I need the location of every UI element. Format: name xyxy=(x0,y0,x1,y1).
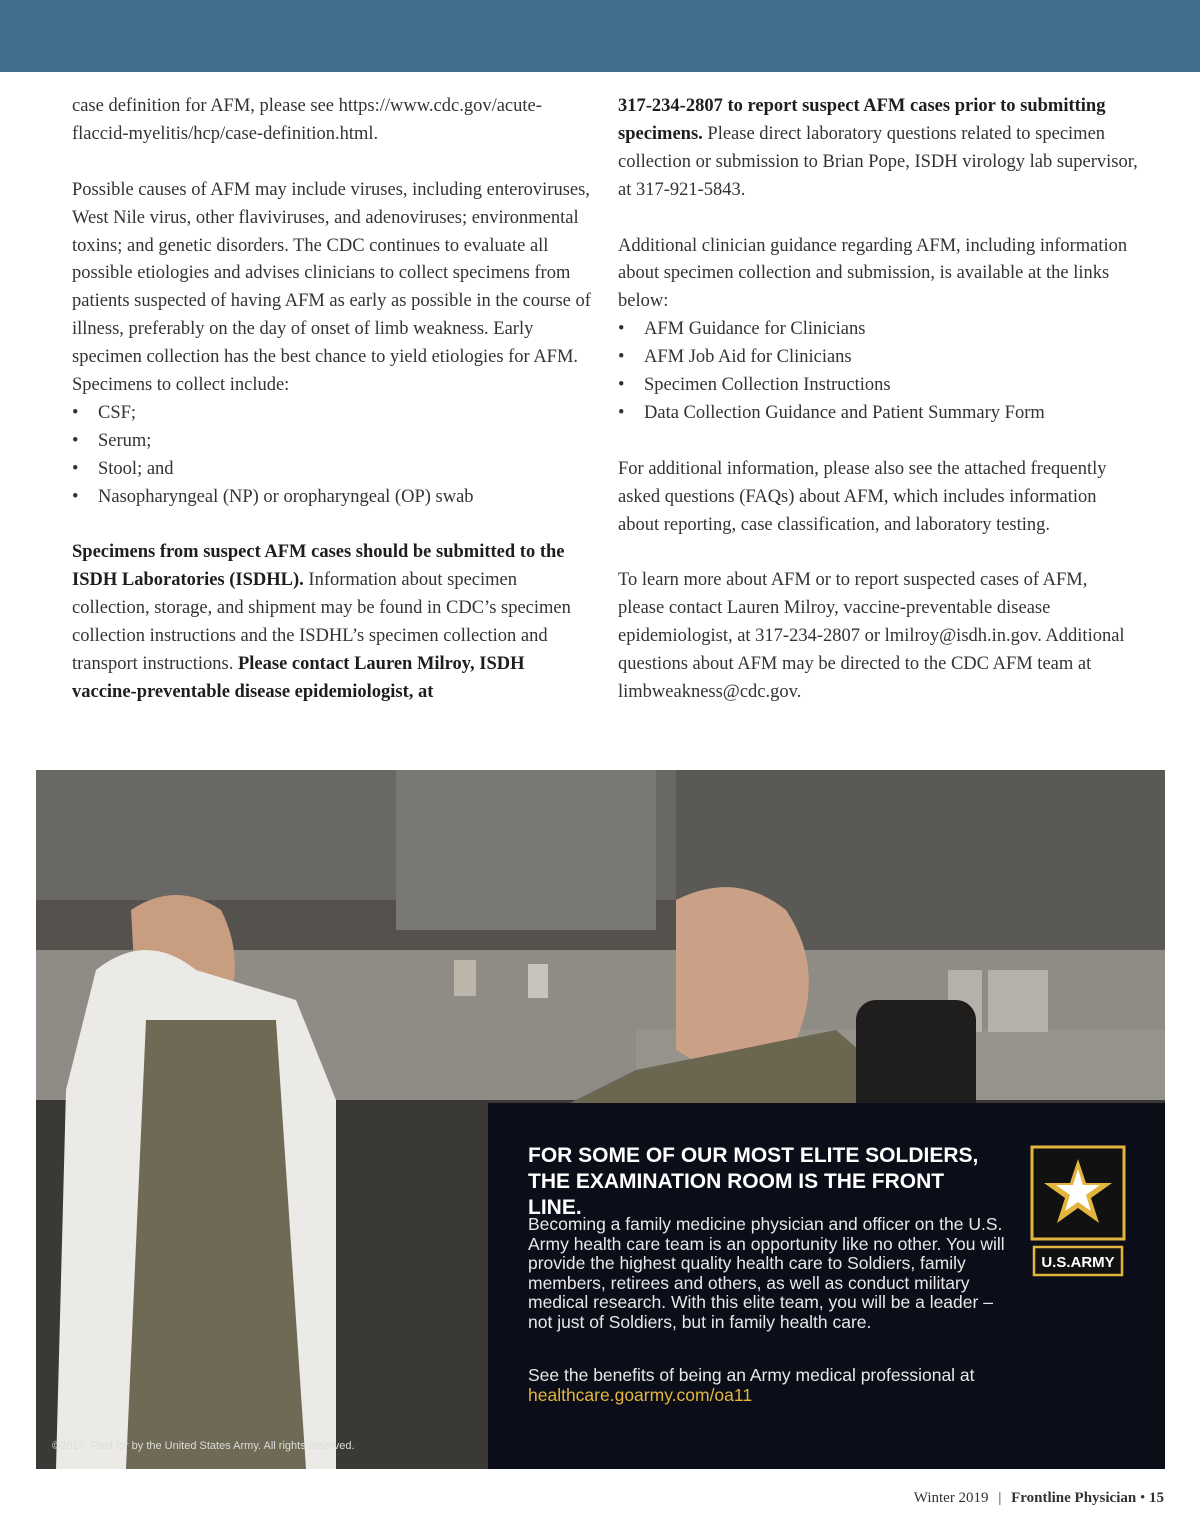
footer-publication: Frontline Physician xyxy=(1011,1490,1137,1506)
paragraph-case-definition: case definition for AFM, please see https://www.cdc.gov/acute-flaccid-myelitis/hcp/case-definition.html. xyxy=(72,96,542,144)
footer-bullet: • xyxy=(1139,1490,1146,1506)
header-bar xyxy=(0,0,1200,72)
page-footer xyxy=(914,1490,1164,1507)
ad-call-to-action xyxy=(528,1365,1028,1405)
ad-body-text: Becoming a family medicine physician and officer on the U.S. Army health care team is an opportunity like no other. You will provide the highest quality health care to Soldiers, family members, retirees and others, as well as conduct military medical research. With this elite team, you will be a leader – not just of Soldiers, but in family health care. xyxy=(528,1214,1005,1332)
army-logo-text: U.S.ARMY xyxy=(1041,1254,1115,1271)
footer-issue: Winter 2019 xyxy=(913,1490,989,1506)
ad-headline-line2: THE EXAMINATION ROOM IS THE FRONT LINE. xyxy=(528,1170,945,1219)
list-item: • Stool; and xyxy=(72,456,592,484)
submission-text: Information about specimen collection, storage, and shipment may be found in CDC’s specimen collection instructions and the ISDHL’s specimen collection and transport instructions. xyxy=(72,570,571,675)
bold-submission-lead: Specimens from suspect AFM cases should be submitted to the ISDH Laboratories (ISDHL). xyxy=(72,542,565,591)
paragraph-contact: To learn more about AFM or to report suspected cases of AFM, please contact Lauren Milroy, vaccine-preventable disease epidemiologist, at 317-234-2807 or lmilroy@isdh.in.gov. Additional questions about AFM may be directed to the CDC AFM team at limbweakness@cdc.gov. xyxy=(618,570,1125,702)
list-item: • CSF; xyxy=(72,400,592,428)
left-column xyxy=(72,93,592,735)
ad-copyright: ©2017. Paid for by the United States Army. All rights reserved. xyxy=(52,1440,355,1452)
paragraph-submission xyxy=(72,539,592,706)
list-item: • Serum; xyxy=(72,428,592,456)
army-star-logo xyxy=(1030,1145,1126,1279)
army-advertisement[interactable] xyxy=(36,770,1165,1469)
footer-separator: | xyxy=(998,1490,1002,1506)
lab-questions-text: Please direct laboratory questions related to specimen collection or submission to Brian Pope, ISDH virology lab supervisor, at 317-921-5843. xyxy=(618,123,1138,200)
paragraph-possible-causes: Possible causes of AFM may include viruses, including enteroviruses, West Nile virus, other flaviviruses, and adenoviruses; environmental toxins; and genetic disorders. The CDC continues to evaluate all possible etiologies and advises clinicians to collect specimens from patients suspected of having AFM as early as possible in the course of illness, preferably on the day of onset of limb weakness. Early specimen collection has the best chance to yield etiologies for AFM. Specimens to collect include: xyxy=(72,179,591,396)
page-number: 15 xyxy=(1149,1490,1164,1506)
paragraph-guidance: Additional clinician guidance regarding AFM, including information about specimen collection and submission, is available at the links below: xyxy=(618,235,1128,312)
ad-text-box xyxy=(488,1103,1165,1469)
ad-cta-text: See the benefits of being an Army medical professional at xyxy=(528,1365,975,1385)
list-item: • Nasopharyngeal (NP) or oropharyngeal (OP) swab xyxy=(72,484,592,512)
ad-url-link[interactable]: healthcare.goarmy.com/oa11 xyxy=(528,1385,753,1405)
ad-headline-line1: FOR SOME OF OUR MOST ELITE SOLDIERS, xyxy=(528,1144,979,1167)
bold-contact-lead: Please contact Lauren Milroy, ISDH vaccine-preventable disease epidemiologist, at xyxy=(72,654,525,702)
link-afm-guidance[interactable]: • AFM Guidance for Clinicians xyxy=(618,316,1138,344)
guidance-links xyxy=(618,316,1138,428)
specimen-list xyxy=(72,400,592,512)
link-specimen-collection[interactable]: • Specimen Collection Instructions xyxy=(618,372,1138,400)
link-afm-job-aid[interactable]: • AFM Job Aid for Clinicians xyxy=(618,344,1138,372)
link-data-collection[interactable]: • Data Collection Guidance and Patient Summary Form xyxy=(618,400,1138,428)
bold-report-phone: 317-234-2807 to report suspect AFM cases prior to submitting specimens. xyxy=(618,96,1106,144)
paragraph-report-phone xyxy=(618,93,1138,205)
paragraph-faqs: For additional information, please also see the attached frequently asked questions (FAQs) about AFM, which includes information about reporting, case classification, and laboratory testing. xyxy=(618,458,1107,535)
ad-headline xyxy=(528,1143,988,1221)
right-column xyxy=(618,93,1138,735)
